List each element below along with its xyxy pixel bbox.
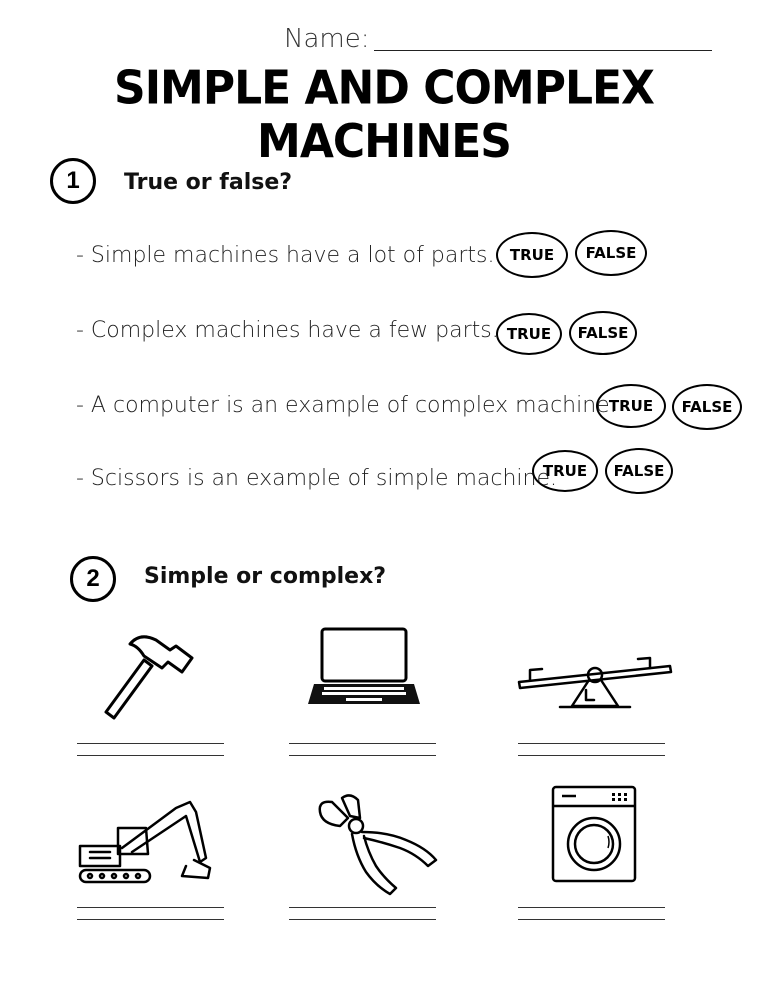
statement-3: - A computer is an example of complex machine. xyxy=(76,393,617,418)
hammer-icon xyxy=(96,628,200,724)
answer-line-seesaw-2[interactable] xyxy=(518,755,665,756)
statement-4: - Scissors is an example of simple machine. xyxy=(76,466,558,491)
section-2-number: 2 xyxy=(70,556,116,602)
answer-line-washing-machine-1[interactable] xyxy=(518,907,665,908)
statement-4-true-option[interactable]: TRUE xyxy=(532,450,598,492)
statement-2-false-option[interactable]: FALSE xyxy=(569,311,637,355)
statement-1-true-option[interactable]: TRUE xyxy=(496,232,568,278)
washing-machine-icon xyxy=(550,784,638,884)
answer-line-hammer-1[interactable] xyxy=(77,743,224,744)
name-label: Name: xyxy=(284,24,370,54)
seesaw-icon xyxy=(516,650,674,712)
statement-1-false-option[interactable]: FALSE xyxy=(575,230,647,276)
statement-3-true-option[interactable]: TRUE xyxy=(596,384,666,428)
statement-2: - Complex machines have a few parts. xyxy=(76,318,499,343)
answer-line-pliers-1[interactable] xyxy=(289,907,436,908)
answer-line-excavator-2[interactable] xyxy=(77,919,224,920)
answer-line-laptop-1[interactable] xyxy=(289,743,436,744)
answer-line-seesaw-1[interactable] xyxy=(518,743,665,744)
pliers-icon xyxy=(312,790,440,898)
answer-line-pliers-2[interactable] xyxy=(289,919,436,920)
answer-line-excavator-1[interactable] xyxy=(77,907,224,908)
worksheet-title: SIMPLE AND COMPLEX MACHINES xyxy=(114,61,654,169)
answer-line-laptop-2[interactable] xyxy=(289,755,436,756)
laptop-icon xyxy=(306,626,422,708)
section-2-title: Simple or complex? xyxy=(144,564,387,589)
answer-line-hammer-2[interactable] xyxy=(77,755,224,756)
answer-line-washing-machine-2[interactable] xyxy=(518,919,665,920)
name-answer-line[interactable] xyxy=(374,50,712,51)
excavator-icon xyxy=(76,798,216,888)
section-1-title: True or false? xyxy=(124,170,293,195)
statement-1: - Simple machines have a lot of parts. xyxy=(76,243,495,268)
section-1-number: 1 xyxy=(50,158,96,204)
statement-4-false-option[interactable]: FALSE xyxy=(605,448,673,494)
statement-2-true-option[interactable]: TRUE xyxy=(496,313,562,355)
statement-3-false-option[interactable]: FALSE xyxy=(672,384,742,430)
